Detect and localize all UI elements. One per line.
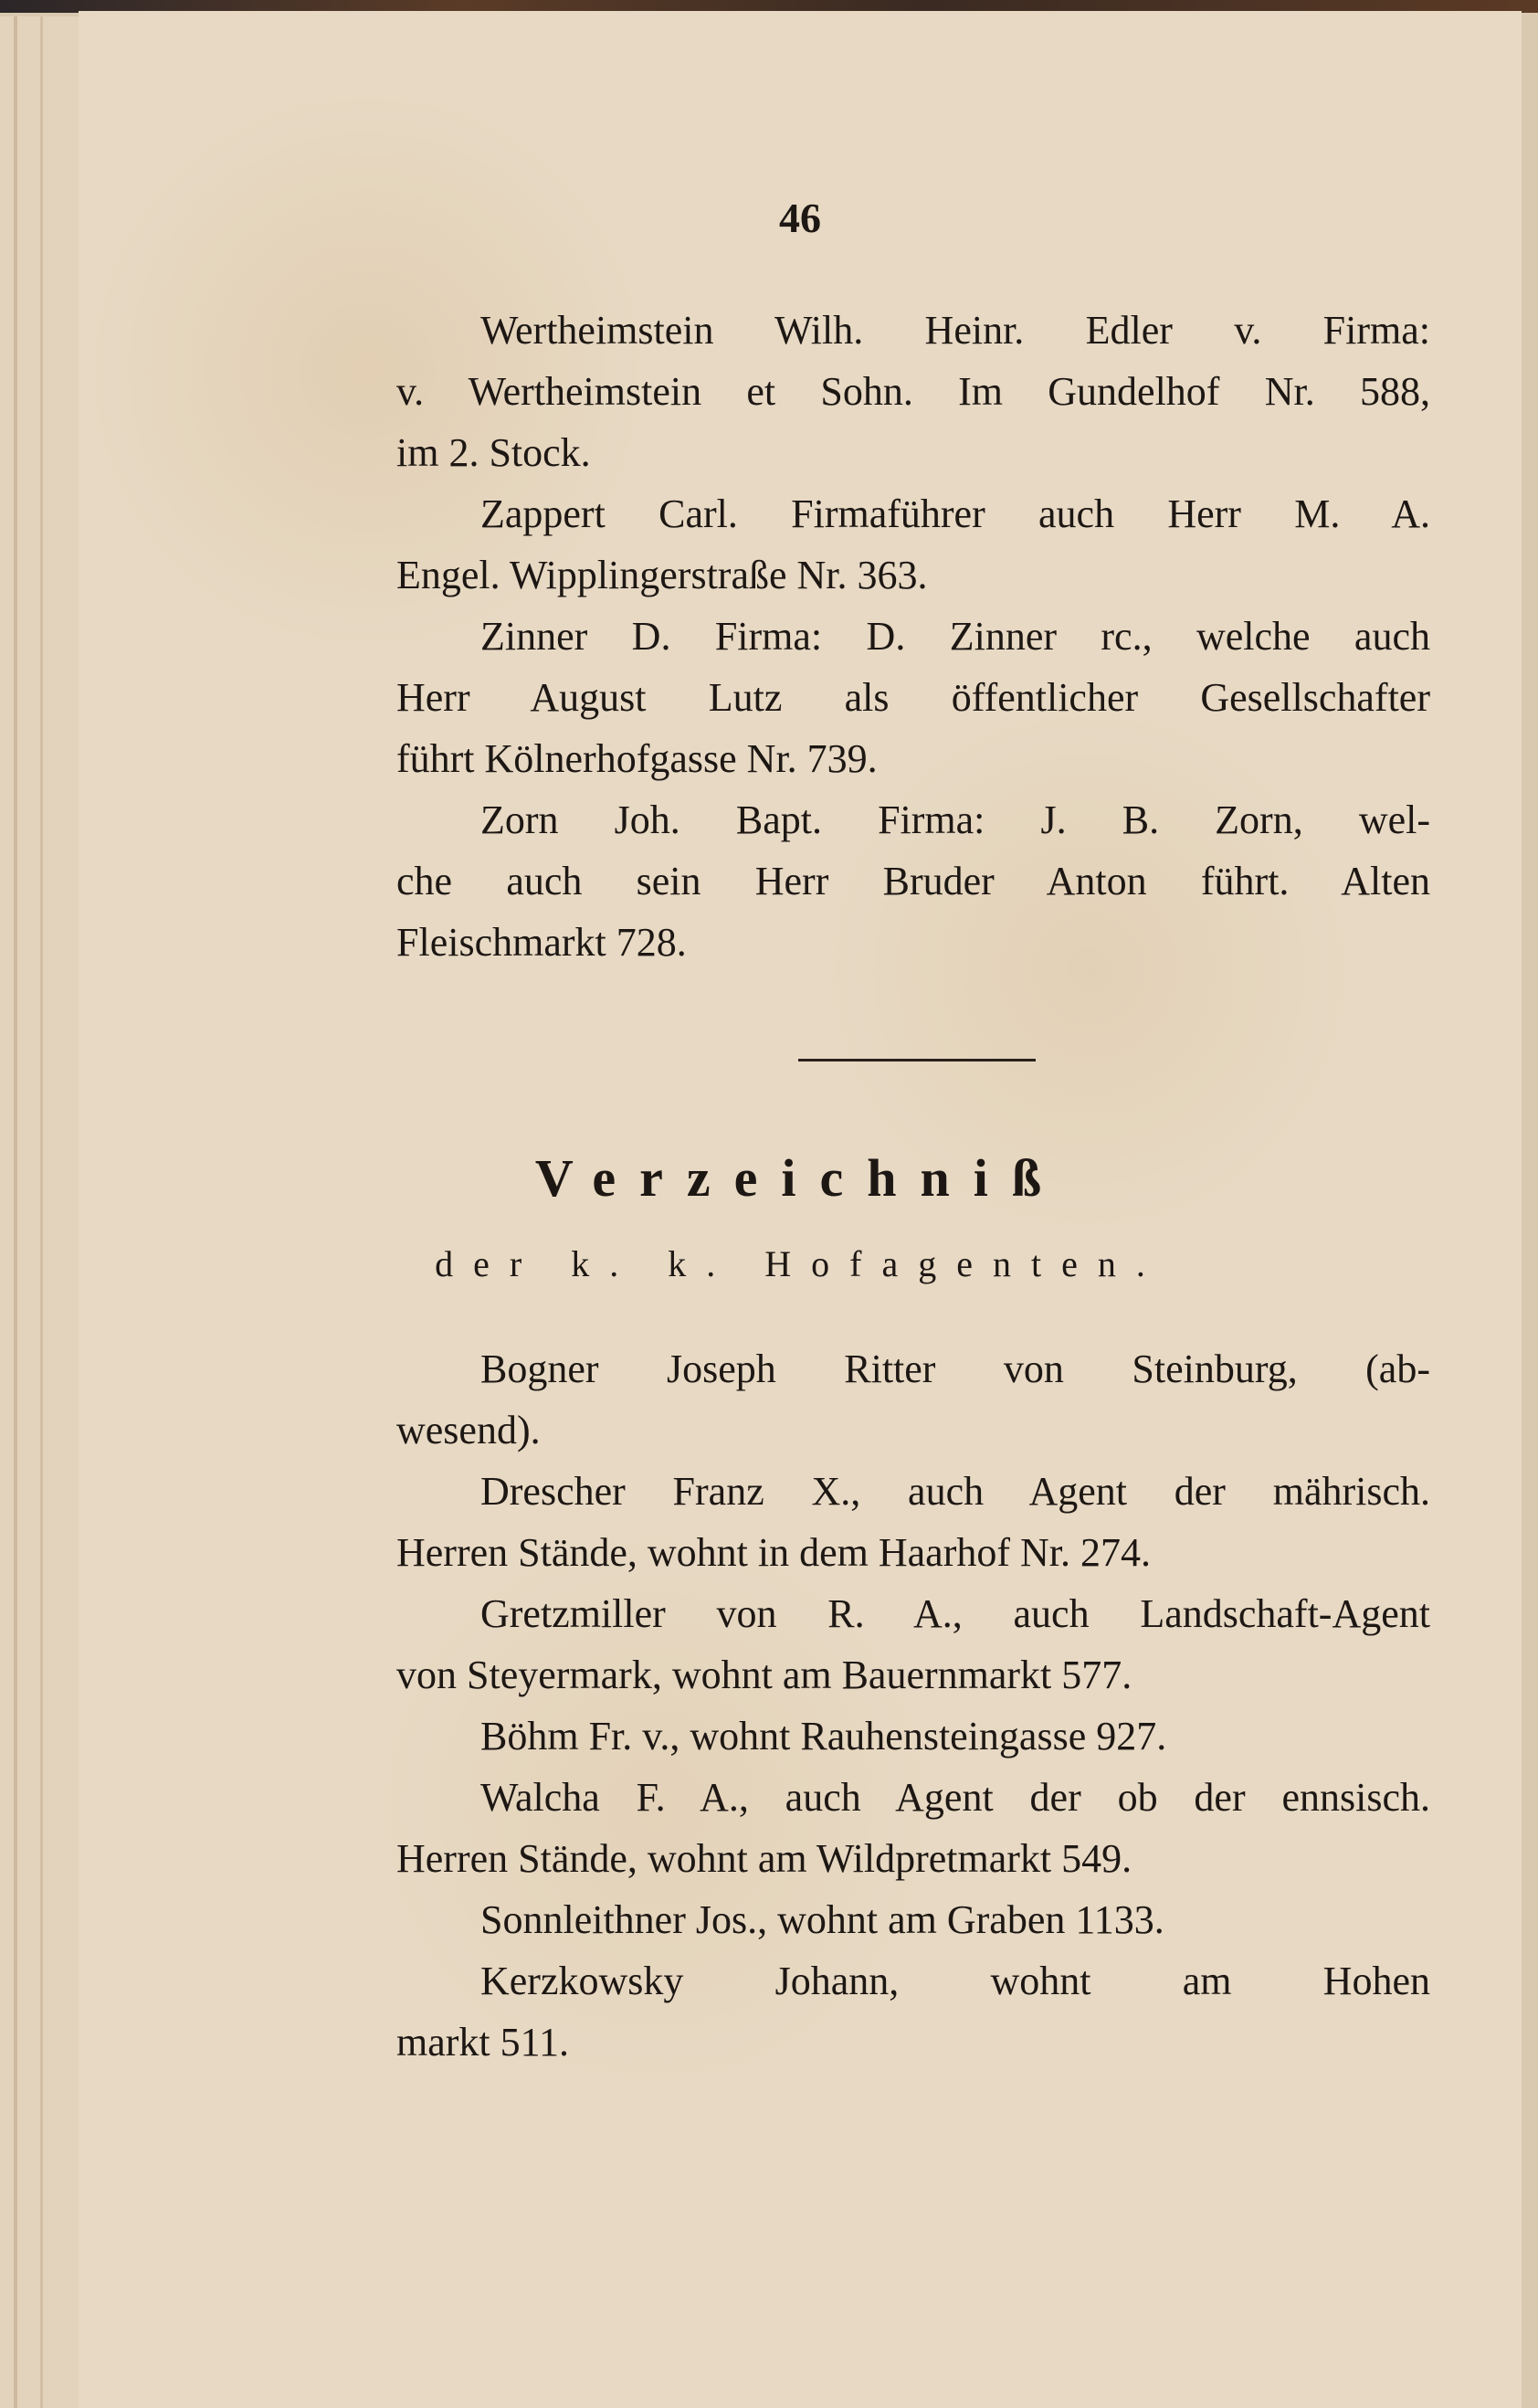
text-line: Wertheimstein Wilh. Heinr. Edler v. Firma:	[480, 308, 1430, 353]
section-title: Verzeichniß	[534, 1148, 1066, 1208]
entry-paragraph	[396, 1461, 1430, 1583]
entry-paragraph	[396, 1767, 1430, 1889]
entry-paragraph	[396, 1583, 1430, 1706]
text-line: im 2. Stock.	[396, 430, 591, 475]
text-line: wesend).	[396, 1408, 541, 1452]
section-divider	[798, 1059, 1036, 1061]
entry-paragraph	[396, 606, 1430, 789]
text-line: Böhm Fr. v., wohnt Rauhensteingasse 927.	[480, 1714, 1167, 1758]
entry-paragraph	[396, 483, 1430, 606]
section-subtitle: der k. k. Hofagenten.	[435, 1243, 1165, 1284]
entry-paragraph	[396, 1950, 1430, 2073]
entry-paragraph	[396, 1889, 1430, 1950]
page-number: 46	[779, 195, 821, 241]
text-line: Sonnleithner Jos., wohnt am Graben 1133.	[480, 1897, 1164, 1942]
text-line: Zorn Joh. Bapt. Firma: J. B. Zorn, wel-	[480, 797, 1430, 842]
entry-paragraph	[396, 1338, 1430, 1461]
text-line: führt Kölnerhofgasse Nr. 739.	[396, 736, 878, 781]
text-line: v. Wertheimstein et Sohn. Im Gundelhof Nr. 588,	[396, 369, 1430, 414]
text-line: Herren Stände, wohnt am Wildpretmarkt 549.	[396, 1836, 1132, 1881]
text-line: Walcha F. A., auch Agent der ob der ennsisch.	[480, 1775, 1430, 1820]
book-page	[79, 11, 1522, 2408]
text-line: che auch sein Herr Bruder Anton führt. Alten	[396, 859, 1430, 903]
text-line: Herren Stände, wohnt in dem Haarhof Nr. 274.	[396, 1530, 1152, 1575]
text-line: Zinner D. Firma: D. Zinner rc., welche auch	[480, 614, 1430, 659]
text-line: Fleischmarkt 728.	[396, 920, 687, 965]
text-line: Engel. Wipplingerstraße Nr. 363.	[396, 553, 928, 597]
text-line: Kerzkowsky Johann, wohnt am Hohen	[480, 1959, 1430, 2003]
text-line: von Steyermark, wohnt am Bauernmarkt 577.	[396, 1653, 1132, 1697]
entries-court-agents	[396, 1338, 1430, 2073]
text-line: Bogner Joseph Ritter von Steinburg, (ab-	[480, 1347, 1430, 1391]
entries-firms	[396, 300, 1430, 973]
page-leaf-edges	[0, 16, 79, 2408]
entry-paragraph	[396, 1706, 1430, 1767]
text-line: Drescher Franz X., auch Agent der mährisch.	[480, 1469, 1430, 1514]
text-line: markt 511.	[396, 2020, 569, 2065]
text-line: Zappert Carl. Firmaführer auch Herr M. A.	[480, 491, 1430, 536]
entry-paragraph	[396, 300, 1430, 483]
text-line: Gretzmiller von R. A., auch Landschaft-Agent	[480, 1591, 1430, 1636]
text-line: Herr August Lutz als öffentlicher Gesellschafter	[396, 675, 1430, 720]
entry-paragraph	[396, 789, 1430, 973]
